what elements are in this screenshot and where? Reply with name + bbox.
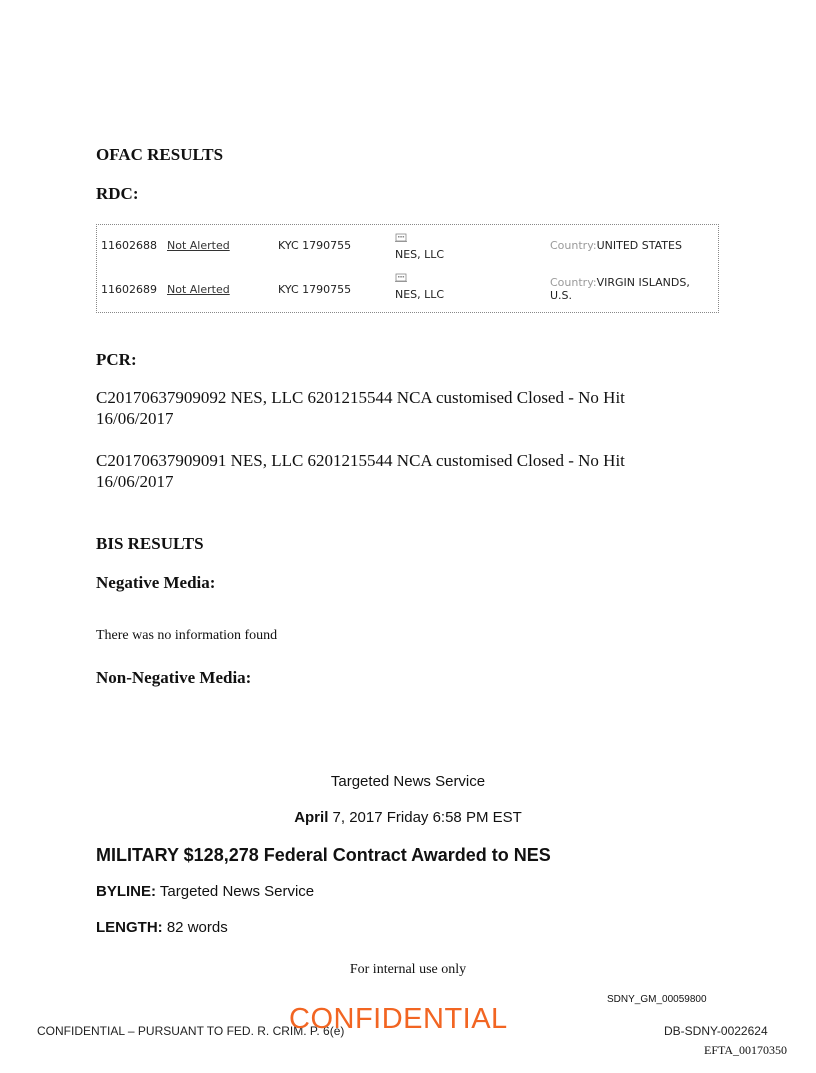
rdc-country-line2: U.S.	[550, 289, 573, 302]
length-value: 82 words	[162, 919, 228, 936]
article-byline	[96, 883, 314, 900]
pcr-line: C20170637909091 NES, LLC 6201215544 NCA customised Closed - No Hit	[96, 451, 625, 470]
article-title: MILITARY $128,278 Federal Contract Awarded to NES	[96, 845, 551, 865]
pcr-entry	[96, 387, 625, 429]
country-label: Country:	[550, 239, 597, 252]
ofac-heading: OFAC RESULTS	[96, 145, 224, 164]
efta-number: EFTA_00170350	[704, 1043, 788, 1057]
rdc-record-id: 11602688	[101, 239, 157, 252]
country-label: Country:	[550, 276, 597, 289]
negative-media-text: There was no information found	[96, 628, 278, 643]
rdc-entity: NES, LLC	[395, 288, 445, 301]
byline-label: BYLINE:	[96, 883, 156, 900]
bates-number-right: DB-SDNY-0022624	[664, 1024, 768, 1038]
article-date-rest: 7, 2017 Friday 6:58 PM EST	[328, 809, 522, 826]
table-row	[97, 233, 718, 273]
rdc-results-table	[96, 224, 719, 313]
pcr-line: C20170637909092 NES, LLC 6201215544 NCA customised Closed - No Hit	[96, 388, 625, 407]
country-value: VIRGIN ISLANDS,	[596, 276, 690, 289]
pcr-entry	[96, 450, 625, 492]
table-row	[97, 273, 718, 313]
negative-media-heading: Negative Media:	[96, 573, 216, 592]
building-icon	[395, 232, 407, 242]
internal-use-note: For internal use only	[349, 962, 467, 977]
rdc-entity: NES, LLC	[395, 248, 445, 261]
rdc-country	[550, 276, 690, 289]
article-source: Targeted News Service	[330, 773, 486, 790]
rdc-record-id: 11602689	[101, 283, 157, 296]
article-date-month: April	[294, 809, 329, 826]
byline-value: Targeted News Service	[156, 883, 315, 900]
rdc-kyc: KYC 1790755	[278, 239, 352, 252]
rdc-country	[550, 239, 682, 252]
confidential-legend: CONFIDENTIAL – PURSUANT TO FED. R. CRIM. P. 6(e)	[37, 1024, 345, 1038]
non-negative-media-heading: Non-Negative Media:	[96, 668, 252, 687]
bates-number-top: SDNY_GM_00059800	[607, 994, 707, 1005]
pcr-date: 16/06/2017	[96, 409, 174, 428]
pcr-date: 16/06/2017	[96, 472, 174, 491]
pcr-heading: PCR:	[96, 350, 137, 369]
rdc-status-link[interactable]: Not Alerted	[167, 283, 230, 296]
country-value: UNITED STATES	[596, 239, 682, 252]
rdc-kyc: KYC 1790755	[278, 283, 352, 296]
confidential-stamp: CONFIDENTIAL	[289, 1003, 508, 1035]
article-length	[96, 919, 228, 936]
bis-heading: BIS RESULTS	[96, 534, 204, 553]
building-icon	[395, 272, 407, 282]
length-label: LENGTH:	[96, 919, 163, 936]
rdc-heading: RDC:	[96, 184, 139, 203]
article-date	[0, 809, 816, 826]
rdc-status-link[interactable]: Not Alerted	[167, 239, 230, 252]
